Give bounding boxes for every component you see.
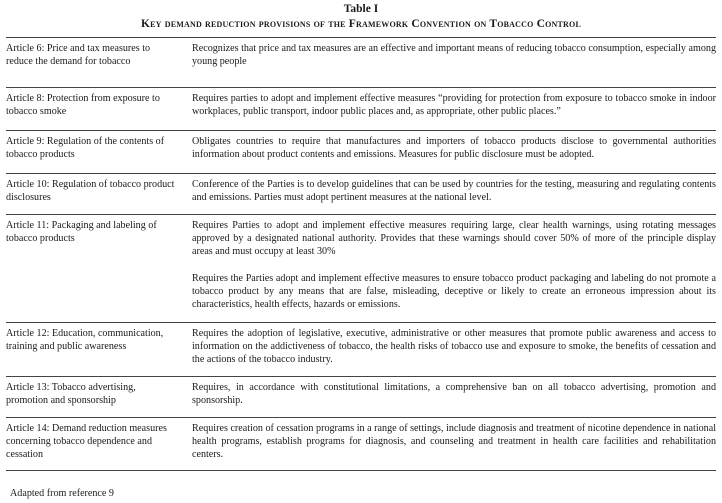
provision-cell: Recognizes that price and tax measures are an effective and important means of reducing tobacco consumption, especially among young people xyxy=(192,43,716,67)
table-label: Table I xyxy=(343,3,379,15)
provision-paragraph: Requires the Parties adopt and implement effective measures to ensure tobacco product packaging and labeling do not promote a tobacco product by any means that are false, misleading, deceptive or likely to create an erroneous impression about its characteristics, health effects, hazards or emissions. xyxy=(192,273,716,310)
article-cell: Article 8: Protection from exposure to tobacco smoke xyxy=(6,93,160,117)
provision-cell: Requires, in accordance with constitutional limitations, a comprehensive ban on all tobacco advertising, promotion and sponsorship. xyxy=(192,382,716,406)
table-row xyxy=(6,87,716,122)
article-cell: Article 11: Packaging and labeling of tobacco products xyxy=(6,220,157,244)
provision-cell: Obligates countries to require that manufactures and importers of tobacco products disclose to governmental authorities information about product contents and emissions. Measures for public disclosure must be adopted. xyxy=(192,136,716,160)
table-title: Key demand reduction provisions of the Framework Convention on Tobacco Control xyxy=(141,18,581,30)
article-cell: Article 6: Price and tax measures to reduce the demand for tobacco xyxy=(6,43,151,67)
provision-cell: Conference of the Parties is to develop guidelines that can be used by countries for the testing, measuring and regulating contents and emissions. Parties must adopt pertinent measures at the national level. xyxy=(192,179,716,203)
article-cell: Article 12: Education, communication, training and public awareness xyxy=(6,328,164,352)
provision-cell: Requires creation of cessation programs in a range of settings, include diagnosis and treatment of nicotine dependence in national health programs, establish programs for diagnosis, and counseling and treatment in health care facilities and rehabilitation centers. xyxy=(192,423,716,460)
table-row xyxy=(6,130,716,165)
provision-paragraph: Requires Parties to adopt and implement effective measures requiring large, clear health warnings, using rotating messages approved by a designated national authority. Provides that these warnings should cover 50% of more of the principle display areas and must occupy at least 30% xyxy=(192,220,716,257)
table-row xyxy=(6,37,716,78)
article-cell: Article 13: Tobacco advertising, promotion and sponsorship xyxy=(6,382,136,406)
provision-cell: Requires the adoption of legislative, executive, administrative or other measures that promote public awareness and access to information on the addictiveness of tobacco, the health risks of tobacco use and exposure to smoke, the benefits of cessation and the actions of the tobacco industry. xyxy=(192,328,716,365)
table-row xyxy=(6,376,716,411)
table-footnote: Adapted from reference 9 xyxy=(10,488,114,499)
provision-cell: Requires parties to adopt and implement effective measures “providing for protection from exposure to tobacco smoke in indoor workplaces, public transport, indoor public places and, as appropriate, other public places.” xyxy=(192,93,716,117)
table-bottom-rule xyxy=(6,470,716,471)
table-row xyxy=(6,214,716,315)
provision-cell xyxy=(192,219,716,311)
table-row xyxy=(6,173,716,208)
article-cell: Article 10: Regulation of tobacco product disclosures xyxy=(6,179,175,203)
table-row xyxy=(6,322,716,369)
table-row xyxy=(6,417,716,464)
article-cell: Article 14: Demand reduction measures concerning tobacco dependence and cessation xyxy=(6,423,167,460)
article-cell: Article 9: Regulation of the contents of tobacco products xyxy=(6,136,165,160)
